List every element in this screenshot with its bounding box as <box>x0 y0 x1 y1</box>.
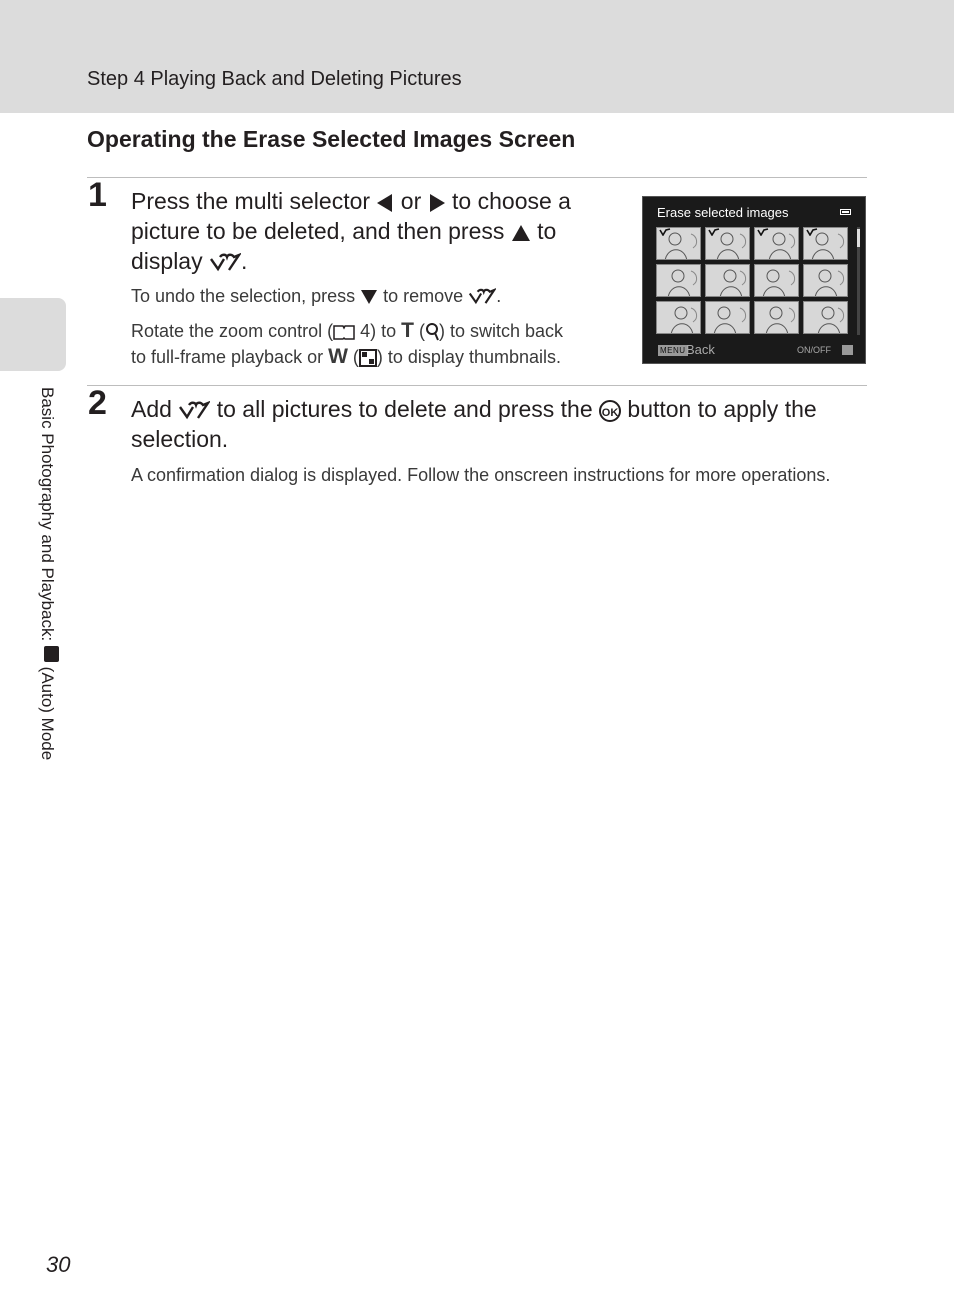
step-2-number: 2 <box>88 384 107 422</box>
step-1-text: picture to be deleted, and then press <box>131 218 511 244</box>
thumbnail[interactable] <box>705 264 750 297</box>
photo-figure-icon <box>804 302 848 334</box>
zoom-wide-key: W <box>328 345 348 368</box>
menu-button-icon: MENU <box>660 346 686 355</box>
rule-middle <box>87 385 867 386</box>
down-arrow-icon <box>360 289 378 305</box>
zoom-tele-key: T <box>401 319 414 342</box>
note-text: ( <box>347 347 359 367</box>
back-label: Back <box>686 342 715 357</box>
step-2-heading <box>131 394 871 454</box>
step-2-text: to all pictures to delete and press the <box>210 396 600 422</box>
photo-figure-icon <box>706 265 750 297</box>
step-1-text: . <box>240 248 248 274</box>
running-title: Step 4 Playing Back and Deleting Pictures <box>87 68 462 90</box>
note-text: to remove <box>378 286 469 306</box>
chapter-tab <box>0 298 66 371</box>
step-2-text: selection. <box>131 426 229 452</box>
thumbnail[interactable] <box>705 301 750 334</box>
photo-figure-icon <box>706 302 750 334</box>
step-1-text: to choose a <box>445 188 571 214</box>
thumbnail[interactable] <box>803 301 848 334</box>
step-1-number: 1 <box>88 176 107 214</box>
chapter-label-after: (Auto) Mode <box>38 661 57 761</box>
left-arrow-icon <box>376 193 394 213</box>
chapter-side-label <box>37 387 59 760</box>
photo-figure-icon <box>755 302 799 334</box>
step-1-text: Press the multi selector <box>131 188 377 214</box>
step-1-text: or <box>394 188 428 214</box>
note-text: 4) to <box>355 321 402 341</box>
photo-figure-icon <box>657 265 701 297</box>
thumbnail[interactable] <box>705 227 750 260</box>
page-number: 30 <box>46 1252 71 1277</box>
camera-auto-icon <box>44 646 59 662</box>
thumbnail[interactable] <box>754 264 799 297</box>
header-band <box>0 0 954 113</box>
camera-screen <box>642 196 866 364</box>
book-reference-icon <box>333 324 355 340</box>
note-text: to full-frame playback or <box>131 347 329 367</box>
thumbnail[interactable] <box>656 227 701 260</box>
thumbnail[interactable] <box>803 264 848 297</box>
note-text: . <box>496 286 502 306</box>
step-1-note-zoom <box>131 318 621 370</box>
thumbnail[interactable] <box>754 301 799 334</box>
note-text: ) to switch back <box>438 321 564 341</box>
note-text: Rotate the zoom control ( <box>131 321 334 341</box>
scrollbar <box>857 227 860 335</box>
step-1-heading <box>131 186 611 276</box>
note-text: To undo the selection, press <box>131 286 361 306</box>
zoom-icon <box>842 345 853 355</box>
step-1-text: to <box>530 218 557 244</box>
step-1-note-undo <box>131 284 611 309</box>
thumbnail[interactable] <box>656 301 701 334</box>
rule-top <box>87 177 867 178</box>
ok-button-icon: OK <box>599 400 621 422</box>
thumbnail[interactable] <box>656 264 701 297</box>
step-2-note: A confirmation dialog is displayed. Follow the onscreen instructions for more operations. <box>131 465 831 485</box>
note-text: ( <box>413 321 425 341</box>
section-title: Operating the Erase Selected Images Screen <box>87 126 576 152</box>
thumbnail[interactable] <box>803 227 848 260</box>
step-2-text: button to apply the <box>621 396 817 422</box>
battery-icon <box>840 209 851 215</box>
chapter-label-before: Basic Photography and Playback: <box>38 387 57 646</box>
right-arrow-icon <box>428 193 446 213</box>
thumbnail-grid <box>656 227 850 335</box>
delete-check-icon <box>209 253 241 273</box>
note-text: ) to display thumbnails. <box>376 347 561 367</box>
playback-zoom-icon <box>425 322 439 342</box>
photo-figure-icon <box>755 265 799 297</box>
photo-figure-icon <box>804 265 848 297</box>
thumbnail-icon <box>359 349 377 367</box>
screen-title: Erase selected images <box>657 205 789 220</box>
photo-figure-icon <box>657 302 701 334</box>
onoff-label: ON/OFF <box>797 345 831 355</box>
step-2-text: Add <box>131 396 179 422</box>
delete-check-icon <box>468 288 496 306</box>
thumbnail[interactable] <box>754 227 799 260</box>
up-arrow-icon <box>511 224 531 242</box>
step-1-text: display <box>131 248 209 274</box>
delete-check-icon <box>178 401 210 421</box>
